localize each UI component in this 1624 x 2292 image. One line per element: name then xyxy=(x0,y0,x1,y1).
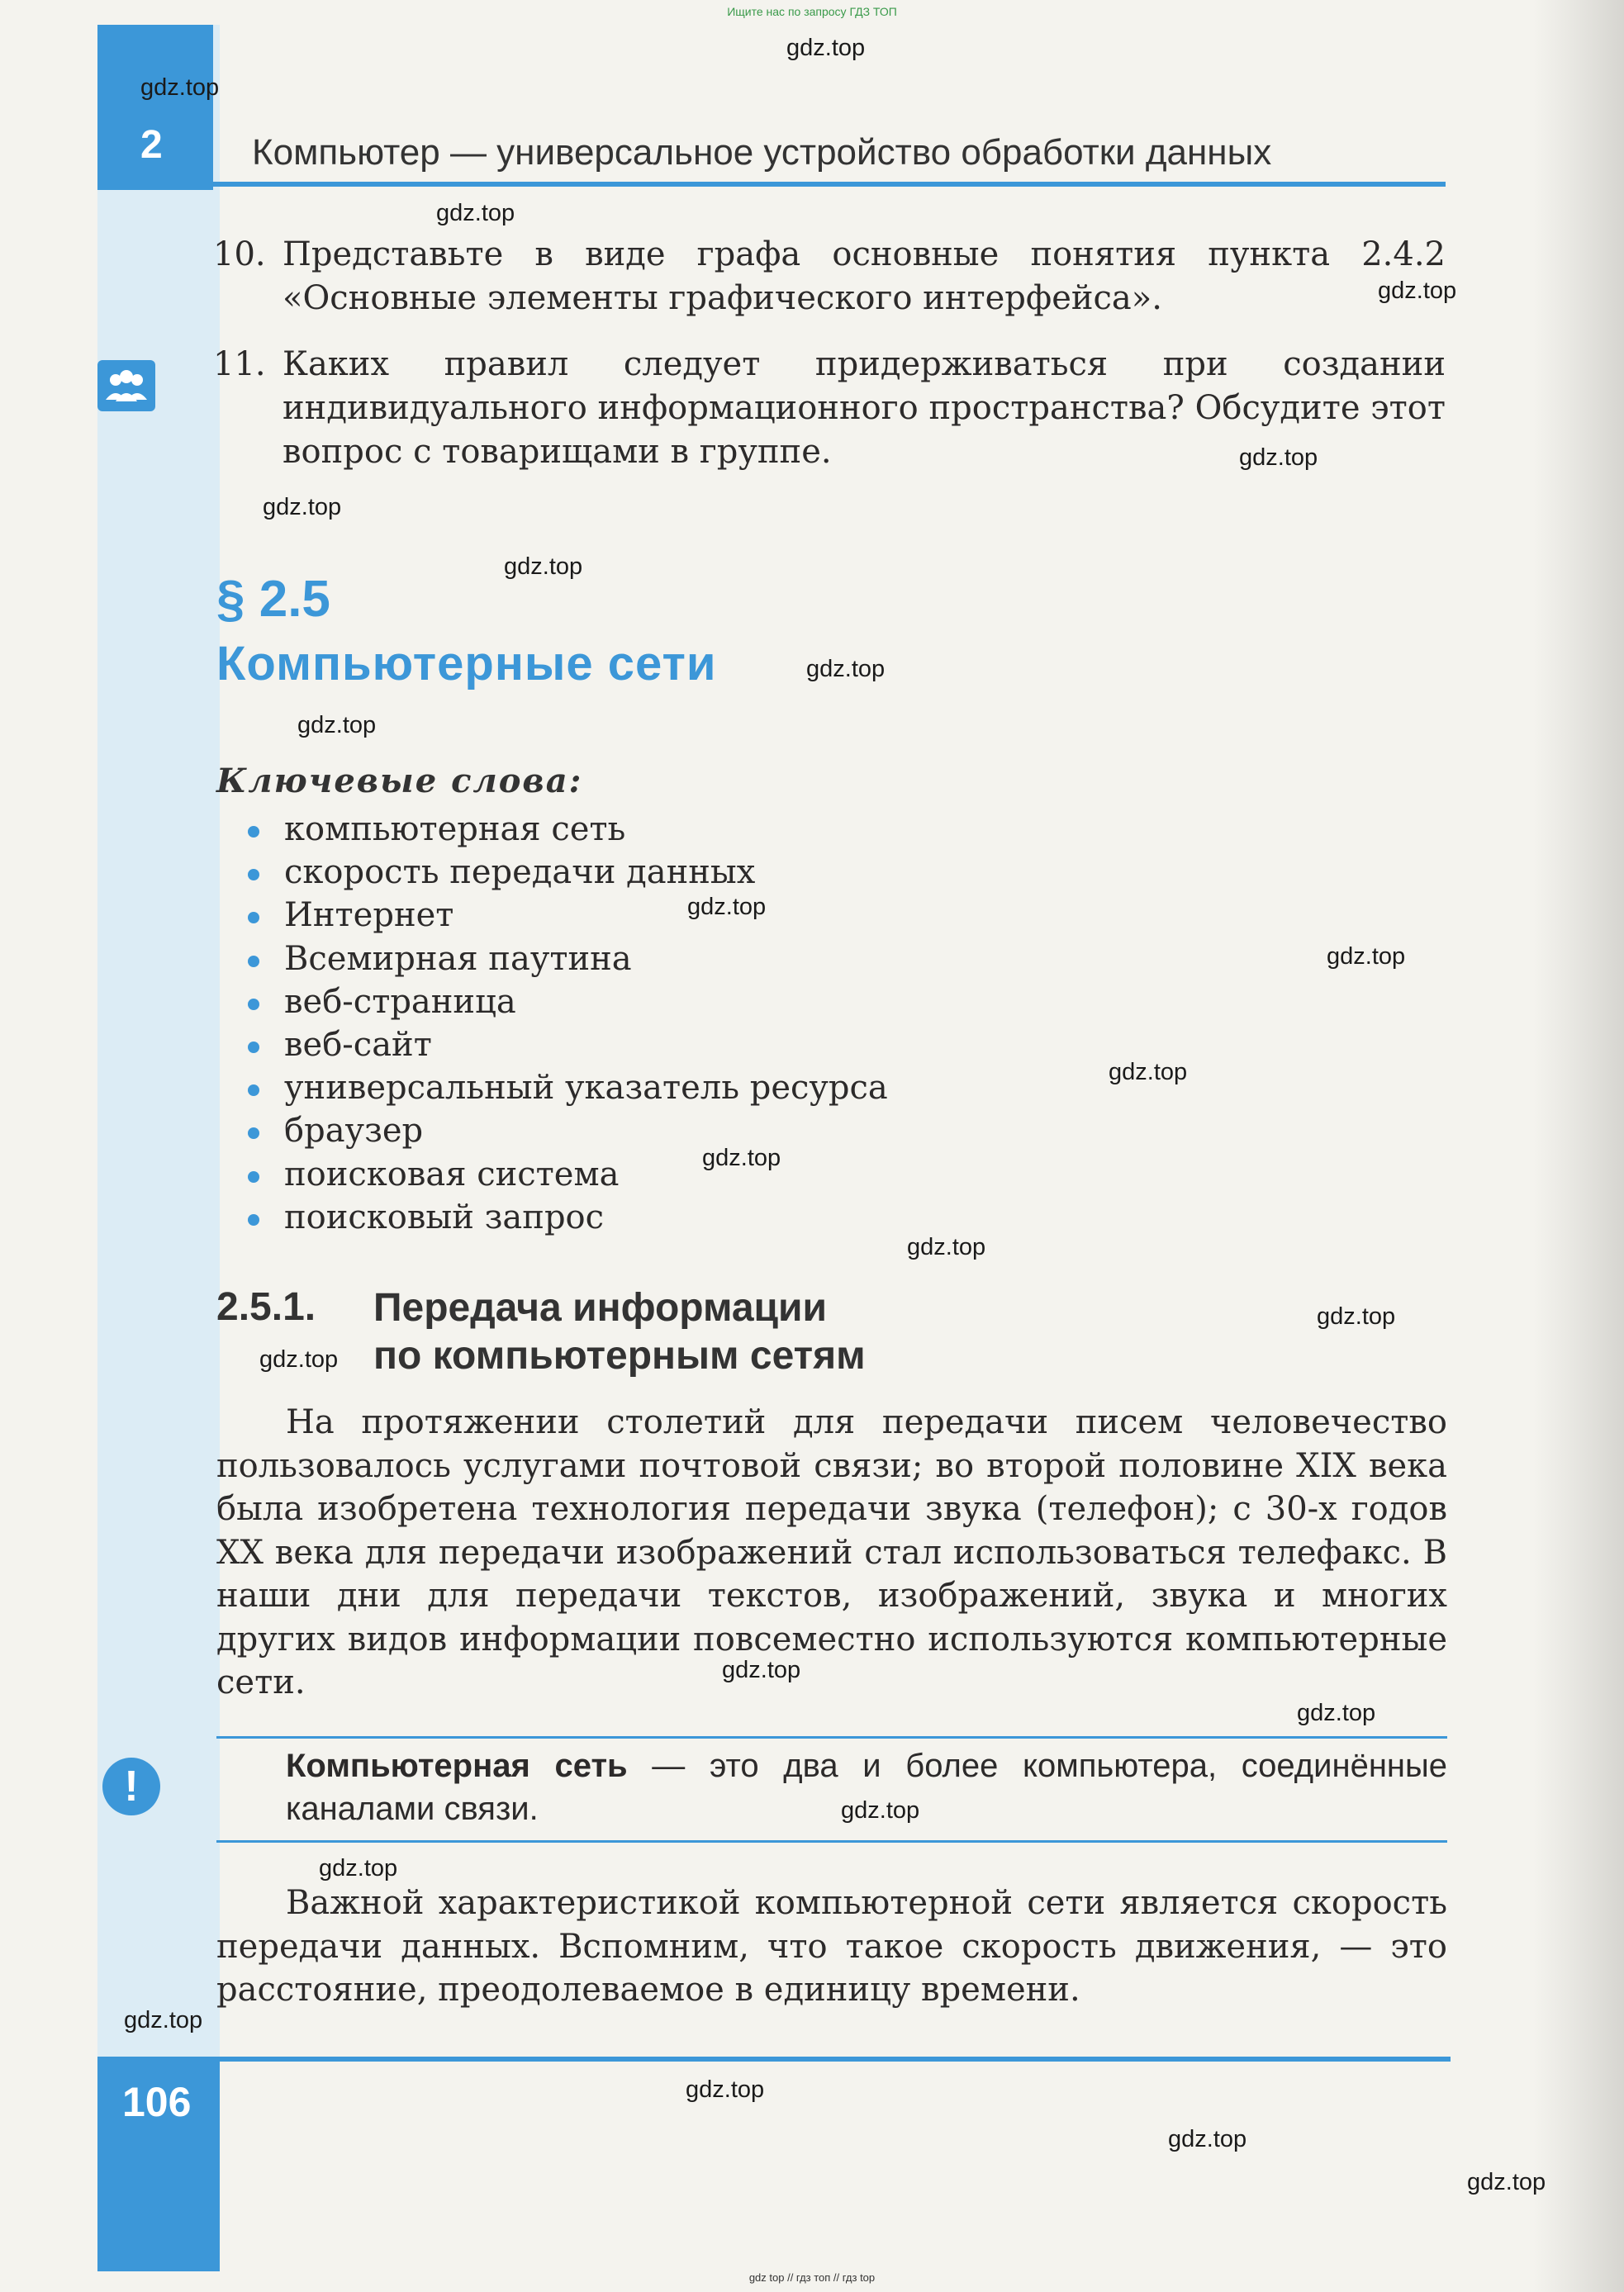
definition-text: — это два и более компьютера, соединённые каналами связи. xyxy=(286,1748,1447,1827)
keyword-item: поисковая система xyxy=(245,1153,888,1196)
paragraph-2: Важной характеристикой компьютерной сети является скорость передачи данных. Вспомним, что такое скорость движения, — это расстояние, преодолеваемое в единицу времени. xyxy=(216,1884,1447,2009)
question-number: 10. xyxy=(213,235,266,273)
subsection-number: 2.5.1. xyxy=(216,1285,316,1329)
subsection-title-line: по компьютерным сетям xyxy=(373,1334,866,1378)
keyword-item: веб-страница xyxy=(245,980,888,1023)
definition-top-rule xyxy=(216,1736,1447,1739)
watermark: gdz.top xyxy=(1317,1303,1396,1330)
watermark: gdz.top xyxy=(259,1346,339,1373)
question-text: Представьте в виде графа основные понятия пункта 2.4.2 «Основные элементы графического интерфейса». xyxy=(283,235,1446,317)
keyword-item: браузер xyxy=(245,1109,888,1152)
watermark: gdz.top xyxy=(124,2007,203,2033)
watermark: gdz.top xyxy=(907,1234,986,1260)
watermark: gdz.top xyxy=(841,1797,920,1824)
watermark: gdz.top xyxy=(1378,278,1457,304)
section-title: Компьютерные сети xyxy=(216,637,717,690)
running-header-title: Компьютер — универсальное устройство обработки данных xyxy=(252,132,1272,173)
page-edge-shadow xyxy=(1533,0,1624,2292)
question-10 xyxy=(213,233,1446,320)
watermark: gdz.top xyxy=(504,553,583,580)
watermark: gdz.top xyxy=(1109,1059,1188,1085)
exclamation-icon: ! xyxy=(102,1758,160,1815)
watermark: gdz.top xyxy=(319,1855,398,1882)
keyword-item: Всемирная паутина xyxy=(245,937,888,980)
watermark: gdz.top xyxy=(263,494,342,520)
paragraph-1: На протяжении столетий для передачи писем человечество пользовалось услугами почтовой связи; во второй половине XIX века была изобретена технология передачи звука (телефон); с 30-х годов XX века для передачи изображений стал использоваться телефакс. В наши дни для передачи текстов, изображений, звука и многих других видов информации повсеместно используются компьютерные сети. xyxy=(216,1403,1447,1701)
chapter-tab xyxy=(97,25,213,190)
watermark: gdz.top xyxy=(686,2076,765,2103)
subsection-title xyxy=(373,1284,866,1380)
keyword-item: поисковый запрос xyxy=(245,1196,888,1239)
subsection-title-line: Передача информации xyxy=(373,1286,828,1330)
footer-rule xyxy=(216,2057,1451,2062)
definition-bottom-rule xyxy=(216,1840,1447,1843)
definition-term: Компьютерная сеть xyxy=(286,1748,628,1784)
watermark: gdz.top xyxy=(1327,943,1406,970)
header-rule xyxy=(213,182,1446,187)
watermark: gdz.top xyxy=(1239,444,1318,471)
watermark: gdz.top xyxy=(1467,2169,1546,2195)
question-number: 11. xyxy=(213,345,266,383)
page-number: 106 xyxy=(122,2079,192,2125)
watermark: gdz.top xyxy=(436,200,515,226)
watermark: gdz.top xyxy=(297,712,377,738)
watermark: gdz.top xyxy=(140,74,220,101)
watermark: gdz.top xyxy=(702,1145,781,1171)
watermark: gdz.top xyxy=(1297,1700,1376,1726)
keywords-list xyxy=(245,808,888,1239)
watermark: gdz.top xyxy=(806,656,886,682)
keywords-title: Ключевые слова: xyxy=(216,762,583,800)
watermark: gdz.top xyxy=(786,35,866,61)
keyword-item: Интернет xyxy=(245,894,888,937)
question-text: Каких правил следует придерживаться при создании индивидуального информационного пространства? Обсудите этот вопрос с товарищами в группе. xyxy=(283,345,1446,471)
watermark: gdz.top xyxy=(1168,2126,1247,2152)
section-number: § 2.5 xyxy=(216,571,330,628)
top-note: Ищите нас по запросу ГДЗ ТОП xyxy=(727,5,897,18)
keyword-item: скорость передачи данных xyxy=(245,851,888,894)
chapter-number: 2 xyxy=(140,123,163,167)
bottom-note: gdz top // гдз топ // гдз top xyxy=(748,2271,876,2284)
keyword-item: компьютерная сеть xyxy=(245,808,888,851)
watermark: gdz.top xyxy=(687,894,767,920)
keyword-item: универсальный указатель ресурса xyxy=(245,1066,888,1109)
watermark: gdz.top xyxy=(722,1657,801,1683)
group-work-icon xyxy=(97,360,155,411)
keyword-item: веб-сайт xyxy=(245,1023,888,1066)
